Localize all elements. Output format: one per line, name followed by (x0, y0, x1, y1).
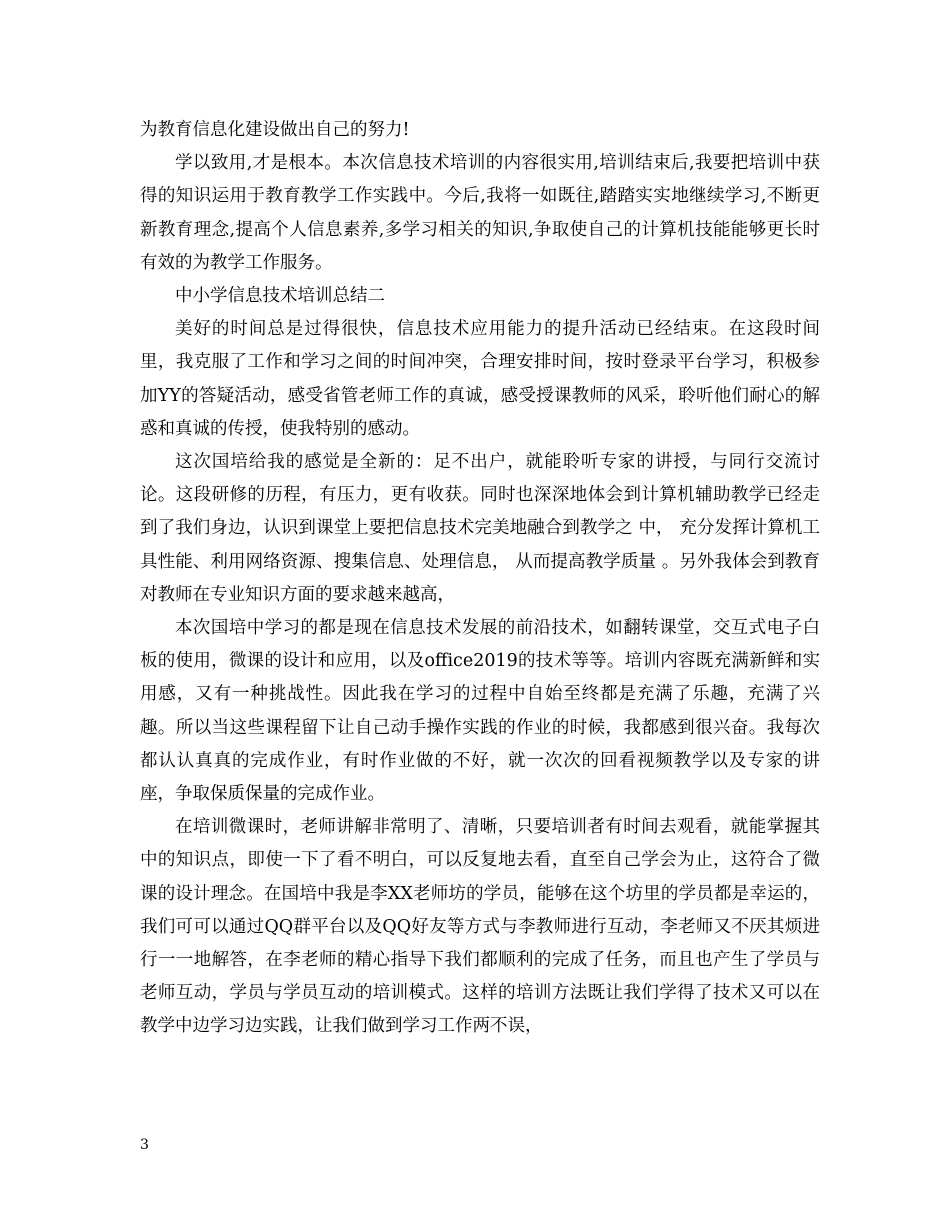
paragraph-frontier-tech: 本次国培中学习的都是现在信息技术发展的前沿技术，如翻转课堂，交互式电子白板的使用，微课的设计和应用，以及office2019的技术等等。培训内容既充满新鲜和实用感，又有一种挑战性。因此我在学习的过程中自始至终都是充满了乐趣，充满了兴趣。所以当这些课程留下让自己动手操作实践的作业的时候，我都感到很兴奋。我每次都认认真真的完成作业，有时作业做的不好，就一次次的回看视频教学以及专家的讲座，争取保质保量的完成作业。 (140, 618, 820, 805)
paragraph-application: 学以致用,才是根本。本次信息技术培训的内容很实用,培训结束后,我要把培训中获得的知识运用于教育教学工作实践中。今后,我将一如既往,踏踏实实地继续学习,不断更新教育理念,提高个人信息素养,多学习相关的知识,争取使自己的计算机技能能够更长时有效的为教学工作服务。 (140, 153, 820, 273)
paragraph-micro-course: 在培训微课时，老师讲解非常明了、清晰，只要培训者有时间去观看，就能掌握其中的知识点，即使一下了看不明白，可以反复地去看，直至自己学会为止，这符合了微课的设计理念。在国培中我是李XX老师坊的学员，能够在这个坊里的学员都是幸运的，我们可可以通过QQ群平台以及QQ好友等方式与李教师进行互动，李老师又不厌其烦进行一一地解答，在李老师的精心指导下我们都顺利的完成了任务，而且也产生了学员与老师互动，学员与学员互动的培训模式。这样的培训方法既让我们学得了技术又可以在教学中边学习边实践，让我们做到学习工作两不误， (140, 817, 820, 1037)
page-number: 3 (140, 1137, 149, 1153)
paragraph-time-passes: 美好的时间总是过得很快，信息技术应用能力的提升活动已经结束。在这段时间里，我克服了工作和学习之间的时间冲突，合理安排时间，按时登录平台学习，积极参加YY的答疑活动，感受省管老师工作的真诚，感受授课教师的风采，聆听他们耐心的解惑和真诚的传授，使我特别的感动。 (140, 319, 820, 439)
section-heading: 中小学信息技术培训总结二 (175, 286, 385, 307)
paragraph-continuation: 为教育信息化建设做出自己的努力! (140, 120, 410, 140)
document-body (140, 114, 820, 1044)
paragraph-national-training: 这次国培给我的感觉是全新的：足不出户，就能聆听专家的讲授，与同行交流讨论。这段研修的历程，有压力，更有收获。同时也深深地体会到计算机辅助教学已经走到了我们身边，认识到课堂上要把信息技术完美地融合到教学之 中， 充分发挥计算机工具性能、利用网络资源、搜集信息、处理信息， 从而提高教学质量 。另外我体会到教育对教师在专业知识方面的要求越来越高， (140, 452, 820, 605)
